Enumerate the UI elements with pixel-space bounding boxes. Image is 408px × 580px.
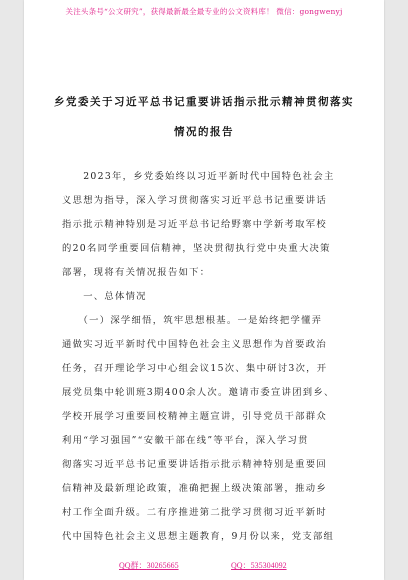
section-heading: 一、总体情况 xyxy=(62,291,147,302)
body-line: 信精神及最新理论政策，准确把握上级决策部署，推动乡 xyxy=(62,483,327,494)
body-line: 2023年，乡党委始终以习近平新时代中国特色社会主 xyxy=(62,171,335,182)
qq-group-label: QQ群： xyxy=(119,561,147,570)
body-line: 展党员集中轮训班3期400余人次。邀请市委宣讲团到乡、 xyxy=(62,387,335,398)
body-line: 部署，现将有关情况报告如下： xyxy=(62,267,211,278)
qq-group-number: 30265665 xyxy=(146,561,179,570)
body-line: 彻落实习近平总书记重要讲话指示批示精神特别是重要回 xyxy=(62,459,327,470)
body-line: 指示批示精神特别是习近平总书记给野寨中学新考取军校 xyxy=(62,219,327,230)
qq-group-contact[interactable] xyxy=(119,560,179,571)
body-line: 村工作全面升级。二有序推进第二批学习贯彻习近平新时 xyxy=(62,507,327,518)
body-line: 任务，召开理论学习中心组会议15次、集中研讨3次，开 xyxy=(62,363,328,374)
body-line: 义思想为指导，深入学习贯彻落实习近平总书记重要讲话 xyxy=(62,195,327,206)
document-title-continued: 情况的报告 xyxy=(174,126,234,138)
body-line: 通做实习近平新时代中国特色社会主义思想作为首要政治 xyxy=(62,339,327,350)
body-line: 学校开展学习重要回校精神主题宣讲，引导党员干部群众 xyxy=(62,411,327,422)
qq-contact[interactable] xyxy=(231,560,287,571)
document-page xyxy=(24,0,384,580)
document-title: 乡党委关于习近平总书记重要讲话指示批示精神贯彻落实 xyxy=(54,96,354,108)
body-line: 代中国特色社会主义思想主题教育，9月份以来，党支部组 xyxy=(62,531,335,542)
body-line: （一）深学细悟，筑牢思想根基。一是始终把学懂弄 xyxy=(62,315,323,326)
qq-number: 535304092 xyxy=(250,561,287,570)
body-line: 利用“学习强国”“安徽干部在线”等平台，深入学习贯 xyxy=(62,435,309,446)
header-banner: 关注头条号“公文研究”，获得最新最全最专业的公文资料库！ 微信：gongwenyj xyxy=(65,7,343,16)
body-line: 的20名同学重要回信精神，坚决贯彻执行党中央重大决策 xyxy=(62,243,331,254)
qq-label: QQ： xyxy=(231,561,251,570)
document-body xyxy=(62,165,354,549)
